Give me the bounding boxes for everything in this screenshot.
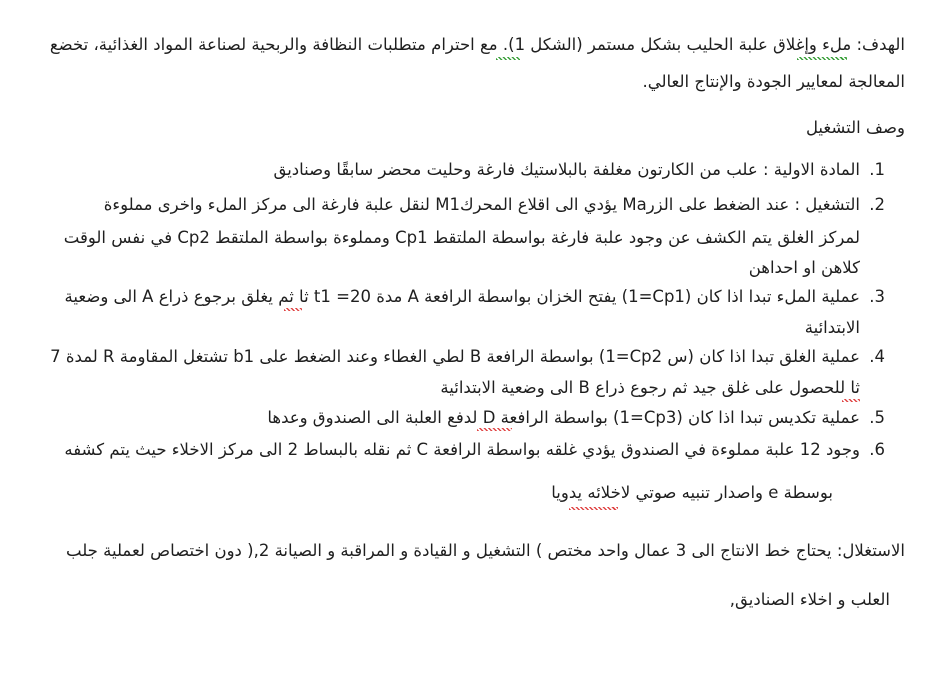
spellcheck-squiggle-5 [569,507,618,510]
list-item-2-line-2: لمركز الغلق يتم الكشف عن وجود علبة فارغة بواسطة الملتقط Cp1 ومملوءة بواسطة الملتقط Cp2 في نفس الوقت [63,228,860,247]
paragraph-objective-line-2: المعالجة لمعايير الجودة والإنتاج العالي. [642,72,905,91]
list-item-3-line-2: الابتدائية [804,318,860,337]
list-number-5: 5. [869,408,885,427]
list-number-6: 6. [869,440,885,459]
closing-paragraph-line-2: العلب و اخلاء الصناديق, [729,590,890,609]
section-heading: وصف التشغيل [805,118,905,137]
list-item-3-line-1: عملية الملء تبدا اذا كان (⁦1=Cp1⁩) يفتح الخزان بواسطة الرافعة A مدة t1 =20 ثا ثم يغلق برجوع ذراع A الى وضعية [64,287,860,306]
list-item-6-text: وجود 12 علبة مملوءة في الصندوق يؤدي غلقه بواسطة الرافعة C ثم نقله بالبساط 2 الى مركز الاخلاء حيث يتم كشفه [64,440,860,459]
list-number-3: 3. [869,287,885,306]
list-item-4-line-1: عملية الغلق تبدا اذا كان (س ⁦1=Cp2⁩) بواسطة الرافعة B لطي الغطاء وعند الضغط على b1 تشتغل المقاومة R لمدة 7 [50,347,860,366]
spellcheck-squiggle-0 [797,57,847,60]
list-item-1-text: المادة الاولية : علب من الكارتون مغلفة بالبلاستيك فارغة وحليت محضر سابقًا وصناديق [273,160,860,179]
list-item-4-line-2: ثا للحصول على غلق جيد ثم رجوع ذراع B الى وضعية الابتدائية [440,378,860,397]
list-number-2: 2. [869,195,885,214]
continuation-line: بوسطة e واصدار تنبيه صوتي لاخلائه يدويا [551,483,833,502]
spellcheck-squiggle-1 [496,57,520,60]
paragraph-objective-line-1: الهدف: ملء وإغلاق علبة الحليب بشكل مستمر (الشكل 1). مع احترام متطلبات النظافة والربحية لصناعة المواد الغذائية، تخضع [49,35,905,54]
closing-paragraph-line-1: الاستغلال: يحتاج خط الانتاج الى 3 عمال واحد مختص ⁦(⁩ التشغيل و القيادة و المراقبة و الصيانة ⁦),2⁩ دون اختصاص لعملية جلب [66,541,905,560]
list-item-5-text: عملية تكديس تبدا اذا كان (⁦1=Cp3⁩) بواسطة الرافعة D لدفع العلبة الى الصندوق وعدها [267,408,860,427]
list-item-2-line-3: كلاهن او احداهن [748,258,860,277]
list-number-4: 4. [869,347,885,366]
list-item-2-line-1: التشغيل : عند الضغط على الزرMa يؤدي الى اقلاع المحركM1 لنقل علبة فارغة الى مركز الملء واخرى مملوءة [103,195,860,214]
list-number-1: 1. [869,160,885,179]
